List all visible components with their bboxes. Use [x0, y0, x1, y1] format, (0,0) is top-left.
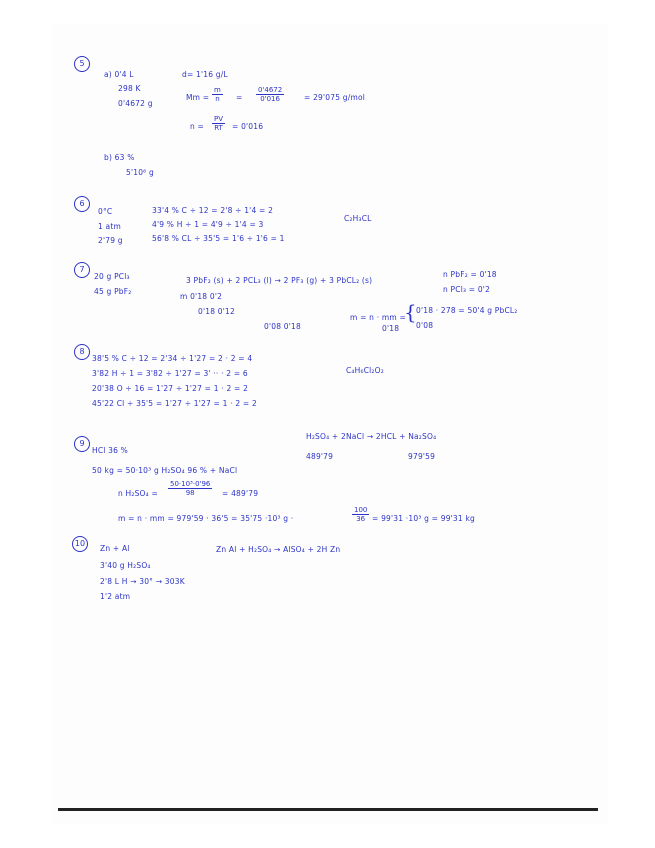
p7-line-2: 45 g PbF₂ — [94, 287, 132, 296]
p5-n-result: = 0'016 — [232, 122, 264, 131]
p5-n-label: n = — [190, 122, 205, 131]
p7-mass-eq: m = n · mm = — [350, 313, 406, 322]
p9-line-3b: = 99'31 ·10³ g = 99'31 kg — [372, 514, 475, 523]
problem-number-6: 6 — [74, 196, 90, 212]
p7-line-1: 20 g PCl₃ — [94, 272, 130, 281]
p8-line-3: 20'38 O ÷ 16 = 1'27 ÷ 1'27 = 1 · 2 = 2 — [92, 384, 249, 393]
p5-density: d= 1'16 g/L — [182, 70, 228, 79]
p10-line-1: Zn + Al — [100, 544, 130, 553]
p6-line-3b: 56'8 % CL ÷ 35'5 = 1'6 ÷ 1'6 = 1 — [152, 234, 285, 243]
p5-line-b1: b) 63 % — [104, 153, 135, 162]
p5-mm-fraction-values: $\frac{0'4672}{0'016}$ — [258, 86, 283, 103]
p5-line-a1: a) 0'4 L — [104, 70, 134, 79]
p9-nh2so4-fraction: $\frac{\text{50·10³·0'96}}{98}$ — [170, 480, 211, 497]
p9-line-2: 50 kg = 50·10³ g H₂SO₄ 96 % + NaCl — [92, 466, 238, 475]
p7-row-m: m 0'18 0'2 — [180, 292, 223, 301]
p8-line-4: 45'22 Cl ÷ 35'5 = 1'27 ÷ 1'27 = 1 · 2 = 2 — [92, 399, 257, 408]
p6-line-2a: 1 atm — [98, 222, 121, 231]
p9-value-2: 979'59 — [408, 452, 436, 461]
p9-value-1: 489'79 — [306, 452, 334, 461]
paper-sheet — [52, 24, 608, 824]
p5-mm-fraction: $\frac{m}{n}$ — [214, 86, 221, 103]
p9-percent-fraction: $\frac{100}{36}$ — [354, 506, 368, 523]
p7-result-1: 0'18 · 278 = 50'4 g PbCL₂ — [416, 306, 518, 315]
p9-line-3: m = n · mm = 979'59 · 36'5 = 35'75 ·10³ g · — [118, 514, 294, 523]
p9-equation: H₂SO₄ + 2NaCl → 2HCL + Na₂SO₄ — [306, 432, 437, 441]
problem-number-8: 8 — [74, 344, 90, 360]
p9-nh2so4-result: = 489'79 — [222, 489, 259, 498]
p6-result: C₂H₃CL — [344, 214, 372, 223]
p6-line-3a: 2'79 g — [98, 236, 123, 245]
p5-line-a2: 298 K — [118, 84, 141, 93]
p6-line-1a: 0°C — [98, 207, 113, 216]
p7-result-3: 0'18 — [382, 324, 400, 333]
problem-number-9: 9 — [74, 436, 90, 452]
p5-mm-result: = 29'075 g/mol — [304, 93, 366, 102]
page-bottom-edge — [58, 808, 598, 811]
p5-mm-equal: = — [236, 93, 243, 102]
p7-row-o: 0'08 0'18 — [264, 322, 301, 331]
p6-line-2b: 4'9 % H ÷ 1 = 4'9 ÷ 1'4 = 3 — [152, 220, 264, 229]
problem-number-10: 10 — [72, 536, 88, 552]
p10-line-4: 1'2 atm — [100, 592, 131, 601]
p5-line-a3: 0'4672 g — [118, 99, 153, 108]
p9-nh2so4-label: n H₂SO₄ = — [118, 489, 158, 498]
p8-result: C₄H₆Cl₂O₂ — [346, 366, 384, 375]
p7-result-2: 0'08 — [416, 321, 434, 330]
p9-line-1: HCl 36 % — [92, 446, 128, 455]
p6-line-1b: 33'4 % C ÷ 12 = 2'8 ÷ 1'4 = 2 — [152, 206, 274, 215]
p5-line-b2: 5'10⁶ g — [126, 168, 154, 177]
p7-brace: { — [404, 300, 417, 324]
p7-equation: 3 PbF₂ (s) + 2 PCL₃ (l) → 2 PF₃ (g) + 3 PbCL₂ (s) — [186, 276, 373, 285]
p7-row-n: 0'18 0'12 — [198, 307, 235, 316]
p8-line-1: 38'5 % C ÷ 12 = 2'34 ÷ 1'27 = 2 · 2 = 4 — [92, 354, 253, 363]
p10-line-3: 2'8 L H → 30° → 303K — [100, 577, 185, 586]
p7-n-pcl3: n PCl₃ = 0'2 — [443, 285, 491, 294]
p7-n-pbf2: n PbF₂ = 0'18 — [443, 270, 497, 279]
p10-equation: Zn Al + H₂SO₄ → AlSO₄ + 2H Zn — [216, 545, 341, 554]
p10-line-2: 3'40 g H₂SO₄ — [100, 561, 151, 570]
p5-n-fraction: $\frac{PV}{RT}$ — [214, 115, 224, 132]
p8-line-2: 3'82 H ÷ 1 = 3'82 ÷ 1'27 = 3' ·· · 2 = 6 — [92, 369, 248, 378]
p5-mm-label: Mm = — [186, 93, 210, 102]
problem-number-7: 7 — [74, 262, 90, 278]
problem-number-5: 5 — [74, 56, 90, 72]
